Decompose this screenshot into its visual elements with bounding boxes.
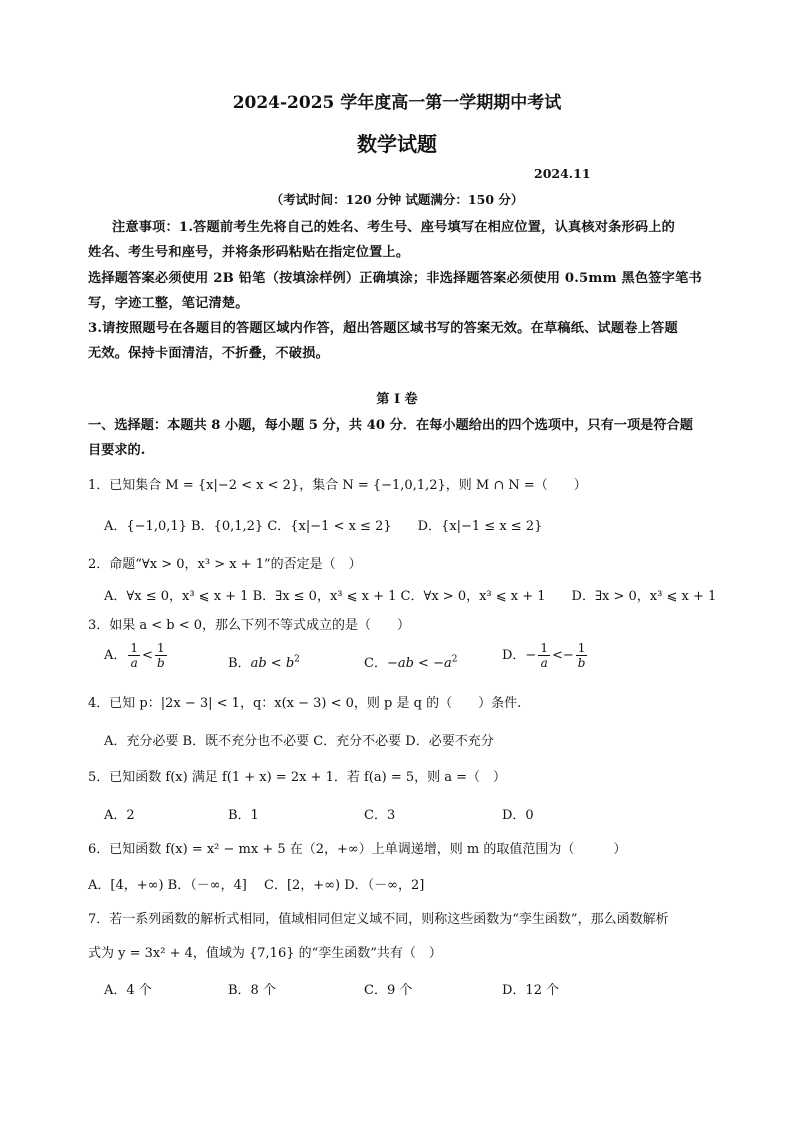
notes-line-4: 写，字迹工整，笔记清楚。 [88,296,249,311]
question-5-stem: 5．已知函数 f(x) 满足 f(1 + x) = 2x + 1．若 f(a) = 5，则 a =（ ） [88,770,507,785]
exam-date: 2024.11 [534,166,591,181]
section-instructions-2: 目要求的. [88,443,146,458]
question-7-stem-1: 7．若一系列函数的解析式相同，值域相同但定义域不同，则称这些函数为“孪生函数”，那么函数解析 [88,912,669,927]
question-6-options: A．[4，+∞) B．（－∞，4] C．[2，+∞) D．（－∞，2] [88,878,425,893]
notes-line-1: 注意事项：1.答题前考生先将自己的姓名、考生号、座号填写在相应位置，认真核对条形码上的 [112,220,676,235]
question-5-option-d: D．0 [502,808,534,823]
question-6-stem: 6．已知函数 f(x) = x² − mx + 5 在（2，+∞）上单调递增，则 m 的取值范围为（ ） [88,842,627,857]
notes-line-3: 选择题答案必须使用 2B 铅笔（按填涂样例）正确填涂；非选择题答案必须使用 0.5mm 黑色签字笔书 [88,271,702,286]
question-3-option-a: A． $\frac{1}{a}$ < $\frac{1}{b}$ [104,641,165,670]
question-7-option-a: A．4 个 [104,983,152,998]
exam-info: （考试时间：120 分钟 试题满分：150 分） [270,192,524,207]
question-7-option-c: C．9 个 [364,983,413,998]
exam-title: 2024-2025 学年度高一第一学期期中考试 [232,93,562,113]
section-instructions-1: 一、选择题：本题共 8 小题，每小题 5 分，共 40 分．在每小题给出的四个选项中，只有一项是符合题 [88,418,693,433]
exam-subtitle: 数学试题 [357,132,437,156]
question-4-options: A．充分必要 B．既不充分也不必要 C．充分不必要 D．必要不充分 [104,734,494,749]
notes-line-5: 3.请按照题号在各题目的答题区域内作答，超出答题区域书写的答案无效。在草稿纸、试题卷上答题 [88,321,678,336]
question-3-stem: 3．如果 a < b < 0，那么下列不等式成立的是（ ） [88,618,411,633]
question-7-option-b: B．8 个 [228,983,276,998]
section-title: 第 I 卷 [376,392,418,407]
question-2-stem: 2．命题“∀x > 0，x³ > x + 1”的否定是（ ） [88,557,362,572]
question-7-option-d: D．12 个 [502,983,560,998]
question-7-stem-2: 式为 y = 3x² + 4，值域为 {7,16} 的“孪生函数”共有（ ） [88,946,442,961]
question-5-option-c: C．3 [364,808,396,823]
question-1-stem: 1．已知集合 M = {x|−2 < x < 2}，集合 N = {−1,0,1,2}，则 M ∩ N =（ ） [88,478,587,493]
question-3-option-c: C．$-ab < -a^2$ [364,654,458,671]
question-4-stem: 4．已知 p：|2x − 3| < 1，q：x(x − 3) < 0，则 p 是 q 的（ ）条件. [88,696,522,711]
question-2-options: A．∀x ≤ 0，x³ ⩽ x + 1 B．∃x ≤ 0，x³ ⩽ x + 1 C．∀x > 0，x³ ⩽ x + 1 D．∃x > 0，x³ ⩽ x + 1 [104,589,717,604]
question-3-option-b: B．ab < $b^2$ [228,654,300,671]
question-3-option-d: D．− $\frac{1}{a}$ <− $\frac{1}{b}$ [502,641,586,670]
notes-line-6: 无效。保持卡面清洁，不折叠，不破损。 [88,346,329,361]
question-5-option-a: A．2 [104,808,135,823]
notes-line-2: 姓名、考生号和座号，并将条形码粘贴在指定位置上。 [88,245,410,260]
question-5-option-b: B．1 [228,808,259,823]
question-1-options: A．{−1,0,1} B．{0,1,2} C．{x|−1 < x ≤ 2} D．{x|−1 ≤ x ≤ 2} [104,519,543,534]
